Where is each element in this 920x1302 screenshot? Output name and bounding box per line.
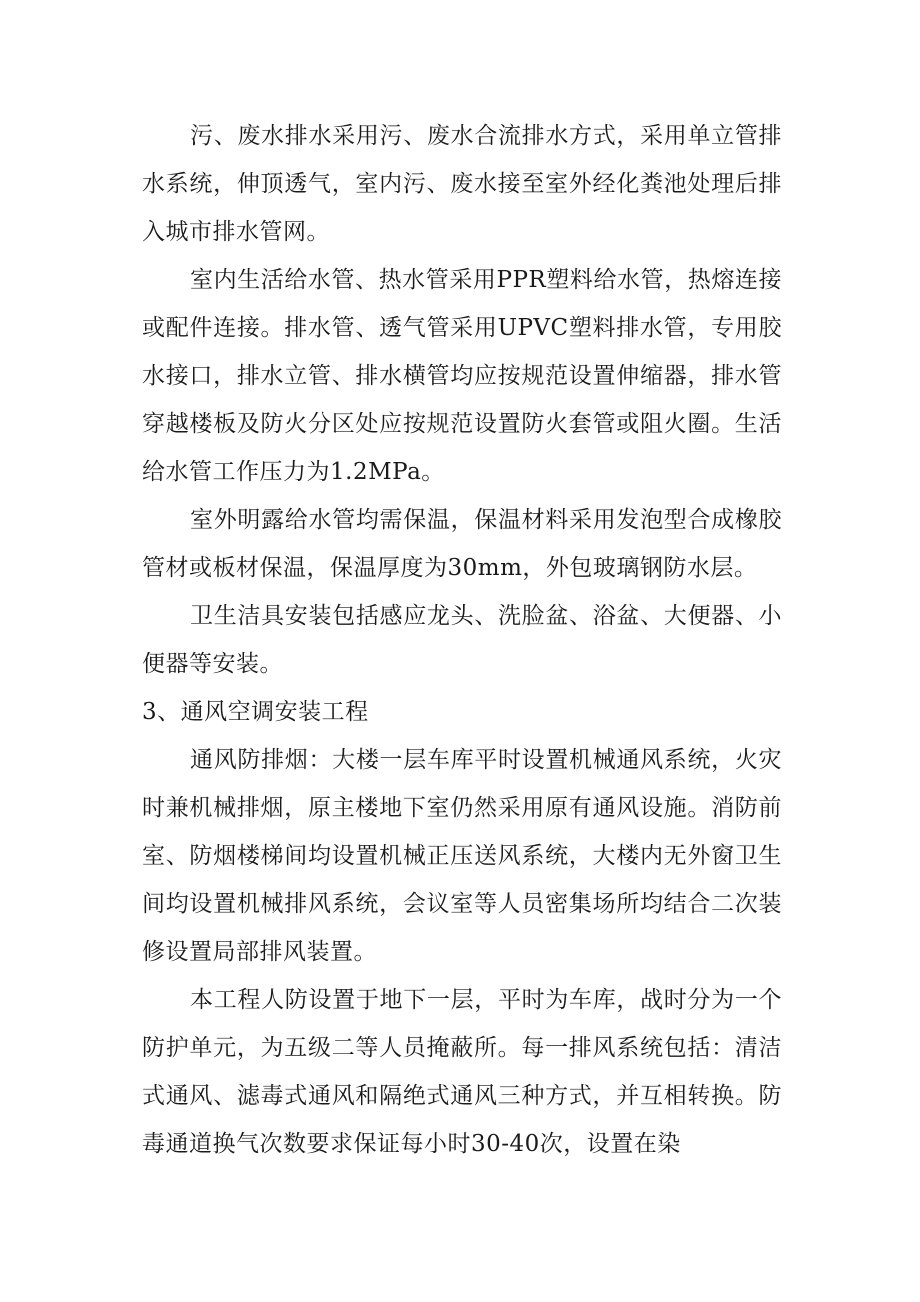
paragraph-pipe-materials: 室内生活给水管、热水管采用PPR塑料给水管，热熔连接或配件连接。排水管、透气管采用UPVC塑料排水管，专用胶水接口，排水立管、排水横管均应按规范设置伸缩器，排水管穿越楼板及防火分区处应按规范设置防火套管或阻火圈。生活给水管工作压力为1.2MPa。 <box>142 267 782 485</box>
paragraph-smoke-exhaust: 通风防排烟：大楼一层车库平时设置机械通风系统，火灾时兼机械排烟，原主楼地下室仍然采用原有通风设施。消防前室、防烟楼梯间均设置机械正压送风系统，大楼内无外窗卫生间均设置机械排风系统，会议室等人员密集场所均结合二次装修设置局部排风装置。 <box>142 747 782 965</box>
paragraph-drainage-system: 污、废水排水采用污、废水合流排水方式，采用单立管排水系统，伸顶透气，室内污、废水接至室外经化粪池处理后排入城市排水管网。 <box>142 123 782 245</box>
section-heading-hvac: 3、通风空调安装工程 <box>142 699 369 725</box>
document-page <box>142 112 782 1168</box>
paragraph-outdoor-insulation: 室外明露给水管均需保温，保温材料采用发泡型合成橡胶管材或板材保温，保温厚度为30mm，外包玻璃钢防水层。 <box>142 507 782 581</box>
paragraph-civil-defense: 本工程人防设置于地下一层，平时为车库，战时分为一个防护单元，为五级二等人员掩蔽所。每一排风系统包括：清洁式通风、滤毒式通风和隔绝式通风三种方式，并互相转换。防毒通道换气次数要求保证每小时30-40次，设置在染 <box>142 987 782 1157</box>
paragraph-sanitary-fixtures: 卫生洁具安装包括感应龙头、洗脸盆、浴盆、大便器、小便器等安装。 <box>142 603 782 677</box>
